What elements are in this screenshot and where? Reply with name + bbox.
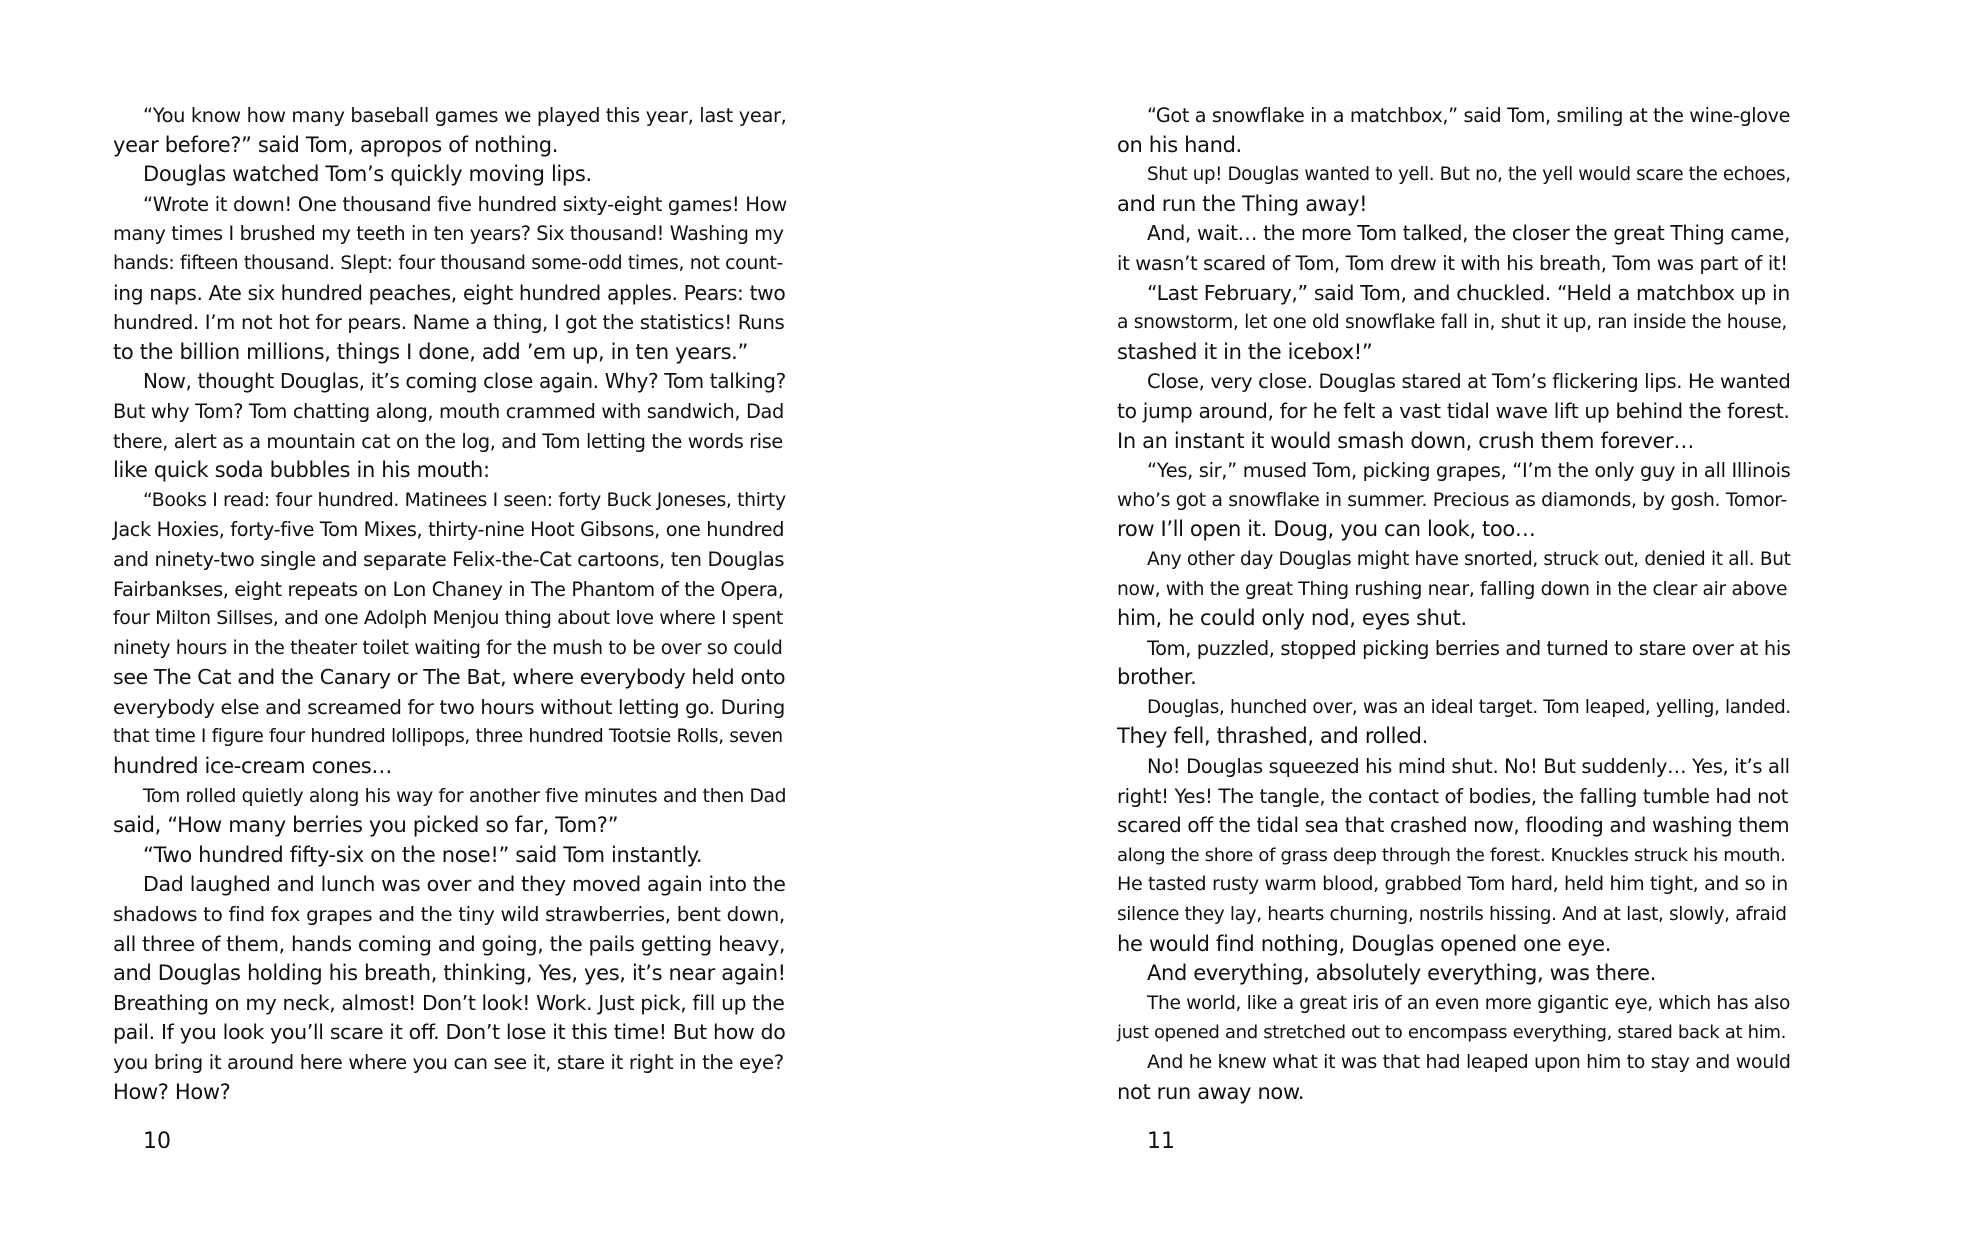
text-line: to jump around, for he felt a vast tidal wave lift up behind the forest. [1117,398,1790,423]
text-line: there, alert as a mountain cat on the log, and Tom letting the words rise [113,429,783,453]
text-line: ing naps. Ate six hundred peaches, eight hundred apples. Pears: two [113,280,786,305]
text-line: And he knew what it was that had leaped upon him to stay and would [1147,1051,1791,1073]
text-line: He tasted rusty warm blood, grabbed Tom hard, held him tight, and so in [1117,873,1788,896]
text-line: “Wrote it down! One thousand five hundred sixty-eight games! How [143,192,787,216]
text-line: everybody else and screamed for two hours without letting go. During [113,695,785,719]
text-line: that time I figure four hundred lollipops, three hundred Tootsie Rolls, seven [113,726,783,748]
text-line: and Douglas holding his breath, thinking, Yes, yes, it’s near again! [113,961,786,986]
text-line: Jack Hoxies, forty-five Tom Mixes, thirty-nine Hoot Gibsons, one hundred [113,518,785,542]
text-line: pail. If you look you’ll scare it off. Don’t lose it this time! But how do [113,1020,786,1045]
text-line: like quick soda bubbles in his mouth: [113,458,490,483]
text-line: Tom, puzzled, stopped picking berries and turned to stare over at his [1147,636,1791,660]
text-line: hundred ice-cream cones… [113,754,393,779]
left-page-number: 10 [143,1129,171,1154]
text-line: The world, like a great iris of an even more gigantic eye, which has also [1147,992,1790,1014]
text-line: row I’ll open it. Doug, you can look, too… [1117,517,1536,542]
text-line: Dad laughed and lunch was over and they moved again into the [143,872,786,897]
text-line: him, he could only nod, eyes shut. [1117,606,1467,631]
right-page-text [1117,101,1797,1107]
right-page [1117,101,1797,1107]
text-line: And, wait… the more Tom talked, the closer the great Thing came, [1147,221,1790,246]
text-line: who’s got a snowflake in summer. Precious as diamonds, by gosh. Tomor- [1117,488,1787,511]
text-line: Breathing on my neck, almost! Don’t look! Work. Just pick, fill up the [113,990,785,1015]
text-line: a snowstorm, let one old snowflake fall in, shut it up, ran inside the house, [1117,312,1787,334]
text-line: shadows to find fox grapes and the tiny wild strawberries, bent down, [113,903,785,927]
left-page [113,101,793,1107]
text-line: “Books I read: four hundred. Matinees I seen: forty Buck Joneses, thirty [143,489,786,511]
text-line: now, with the great Thing rushing near, falling down in the clear air above [1117,578,1788,600]
text-line: Douglas watched Tom’s quickly moving lips. [143,162,592,187]
text-line: just opened and stretched out to encompass everything, stared back at him. [1117,1022,1787,1044]
text-line: right! Yes! The tangle, the contact of bodies, the falling tumble had not [1117,784,1789,808]
text-line: Now, thought Douglas, it’s coming close again. Why? Tom talking? [143,369,786,394]
text-line: In an instant it would smash down, crush them forever… [1117,428,1694,453]
text-line: many times I brushed my teeth in ten years? Six thousand! Washing my [113,222,784,246]
text-line: “Last February,” said Tom, and chuckled. “Held a matchbox up in [1147,280,1790,305]
text-line: “Got a snowflake in a matchbox,” said Tom, smiling at the wine-glove [1147,104,1791,127]
text-line: “Yes, sir,” mused Tom, picking grapes, “I’m the only guy in all Illinois [1147,459,1791,483]
text-line: Any other day Douglas might have snorted, struck out, denied it all. But [1147,548,1791,570]
left-page-text [113,101,793,1107]
text-line: see The Cat and the Canary or The Bat, where everybody held onto [113,665,786,690]
text-line: said, “How many berries you picked so far, Tom?” [113,813,619,838]
text-line: along the shore of grass deep through the forest. Knuckles struck his mouth. [1117,844,1786,866]
text-line: scared off the tidal sea that crashed now, flooding and washing them [1117,813,1790,838]
text-line: No! Douglas squeezed his mind shut. No! But suddenly… Yes, it’s all [1147,755,1790,779]
text-line: four Milton Sillses, and one Adolph Menjou thing about love where I spent [113,607,783,630]
text-line: Douglas, hunched over, was an ideal target. Tom leaped, yelling, landed. [1147,696,1791,718]
text-line: “Two hundred fifty-six on the nose!” said Tom instantly. [143,842,703,867]
text-line: hundred. I’m not hot for pears. Name a thing, I got the statistics! Runs [113,311,785,335]
text-line: But why Tom? Tom chatting along, mouth crammed with sandwich, Dad [113,399,784,423]
text-line: They fell, thrashed, and rolled. [1117,724,1428,749]
text-line: brother. [1117,665,1197,690]
text-line: Shut up! Douglas wanted to yell. But no, the yell would scare the echoes, [1147,164,1791,186]
text-line: year before?” said Tom, apropos of nothing. [113,132,559,157]
text-line: ninety hours in the theater toilet waiting for the mush to be over so could [113,637,783,659]
text-line: and ninety-two single and separate Felix-the-Cat cartoons, ten Douglas [113,547,785,571]
text-line: Tom rolled quietly along his way for another five minutes and then Dad [143,785,787,807]
text-line: And everything, absolutely everything, was there. [1147,961,1657,986]
text-line: you bring it around here where you can see it, stare it right in the eye? [113,1051,784,1074]
text-line: on his hand. [1117,132,1242,157]
text-line: Fairbankses, eight repeats on Lon Chaney in The Phantom of the Opera, [113,577,784,601]
text-line: Close, very close. Douglas stared at Tom’s flickering lips. He wanted [1147,370,1791,394]
text-line: stashed it in the icebox!” [1117,339,1373,364]
text-line: not run away now. [1117,1079,1305,1104]
text-line: How? How? [113,1079,231,1104]
text-line: it wasn’t scared of Tom, Tom drew it with his breath, Tom was part of it! [1117,251,1788,275]
text-line: he would find nothing, Douglas opened one eye. [1117,931,1612,956]
text-line: silence they lay, hearts churning, nostrils hissing. And at last, slowly, afraid [1117,904,1787,926]
text-line: “You know how many baseball games we played this year, last year, [143,104,787,127]
text-line: to the billion millions, things I done, add ’em up, in ten years.” [113,339,749,364]
right-page-number: 11 [1147,1129,1175,1154]
text-line: all three of them, hands coming and going, the pails getting heavy, [113,931,786,956]
text-line: and run the Thing away! [1117,191,1368,216]
text-line: hands: fifteen thousand. Slept: four thousand some-odd times, not count- [113,252,783,274]
